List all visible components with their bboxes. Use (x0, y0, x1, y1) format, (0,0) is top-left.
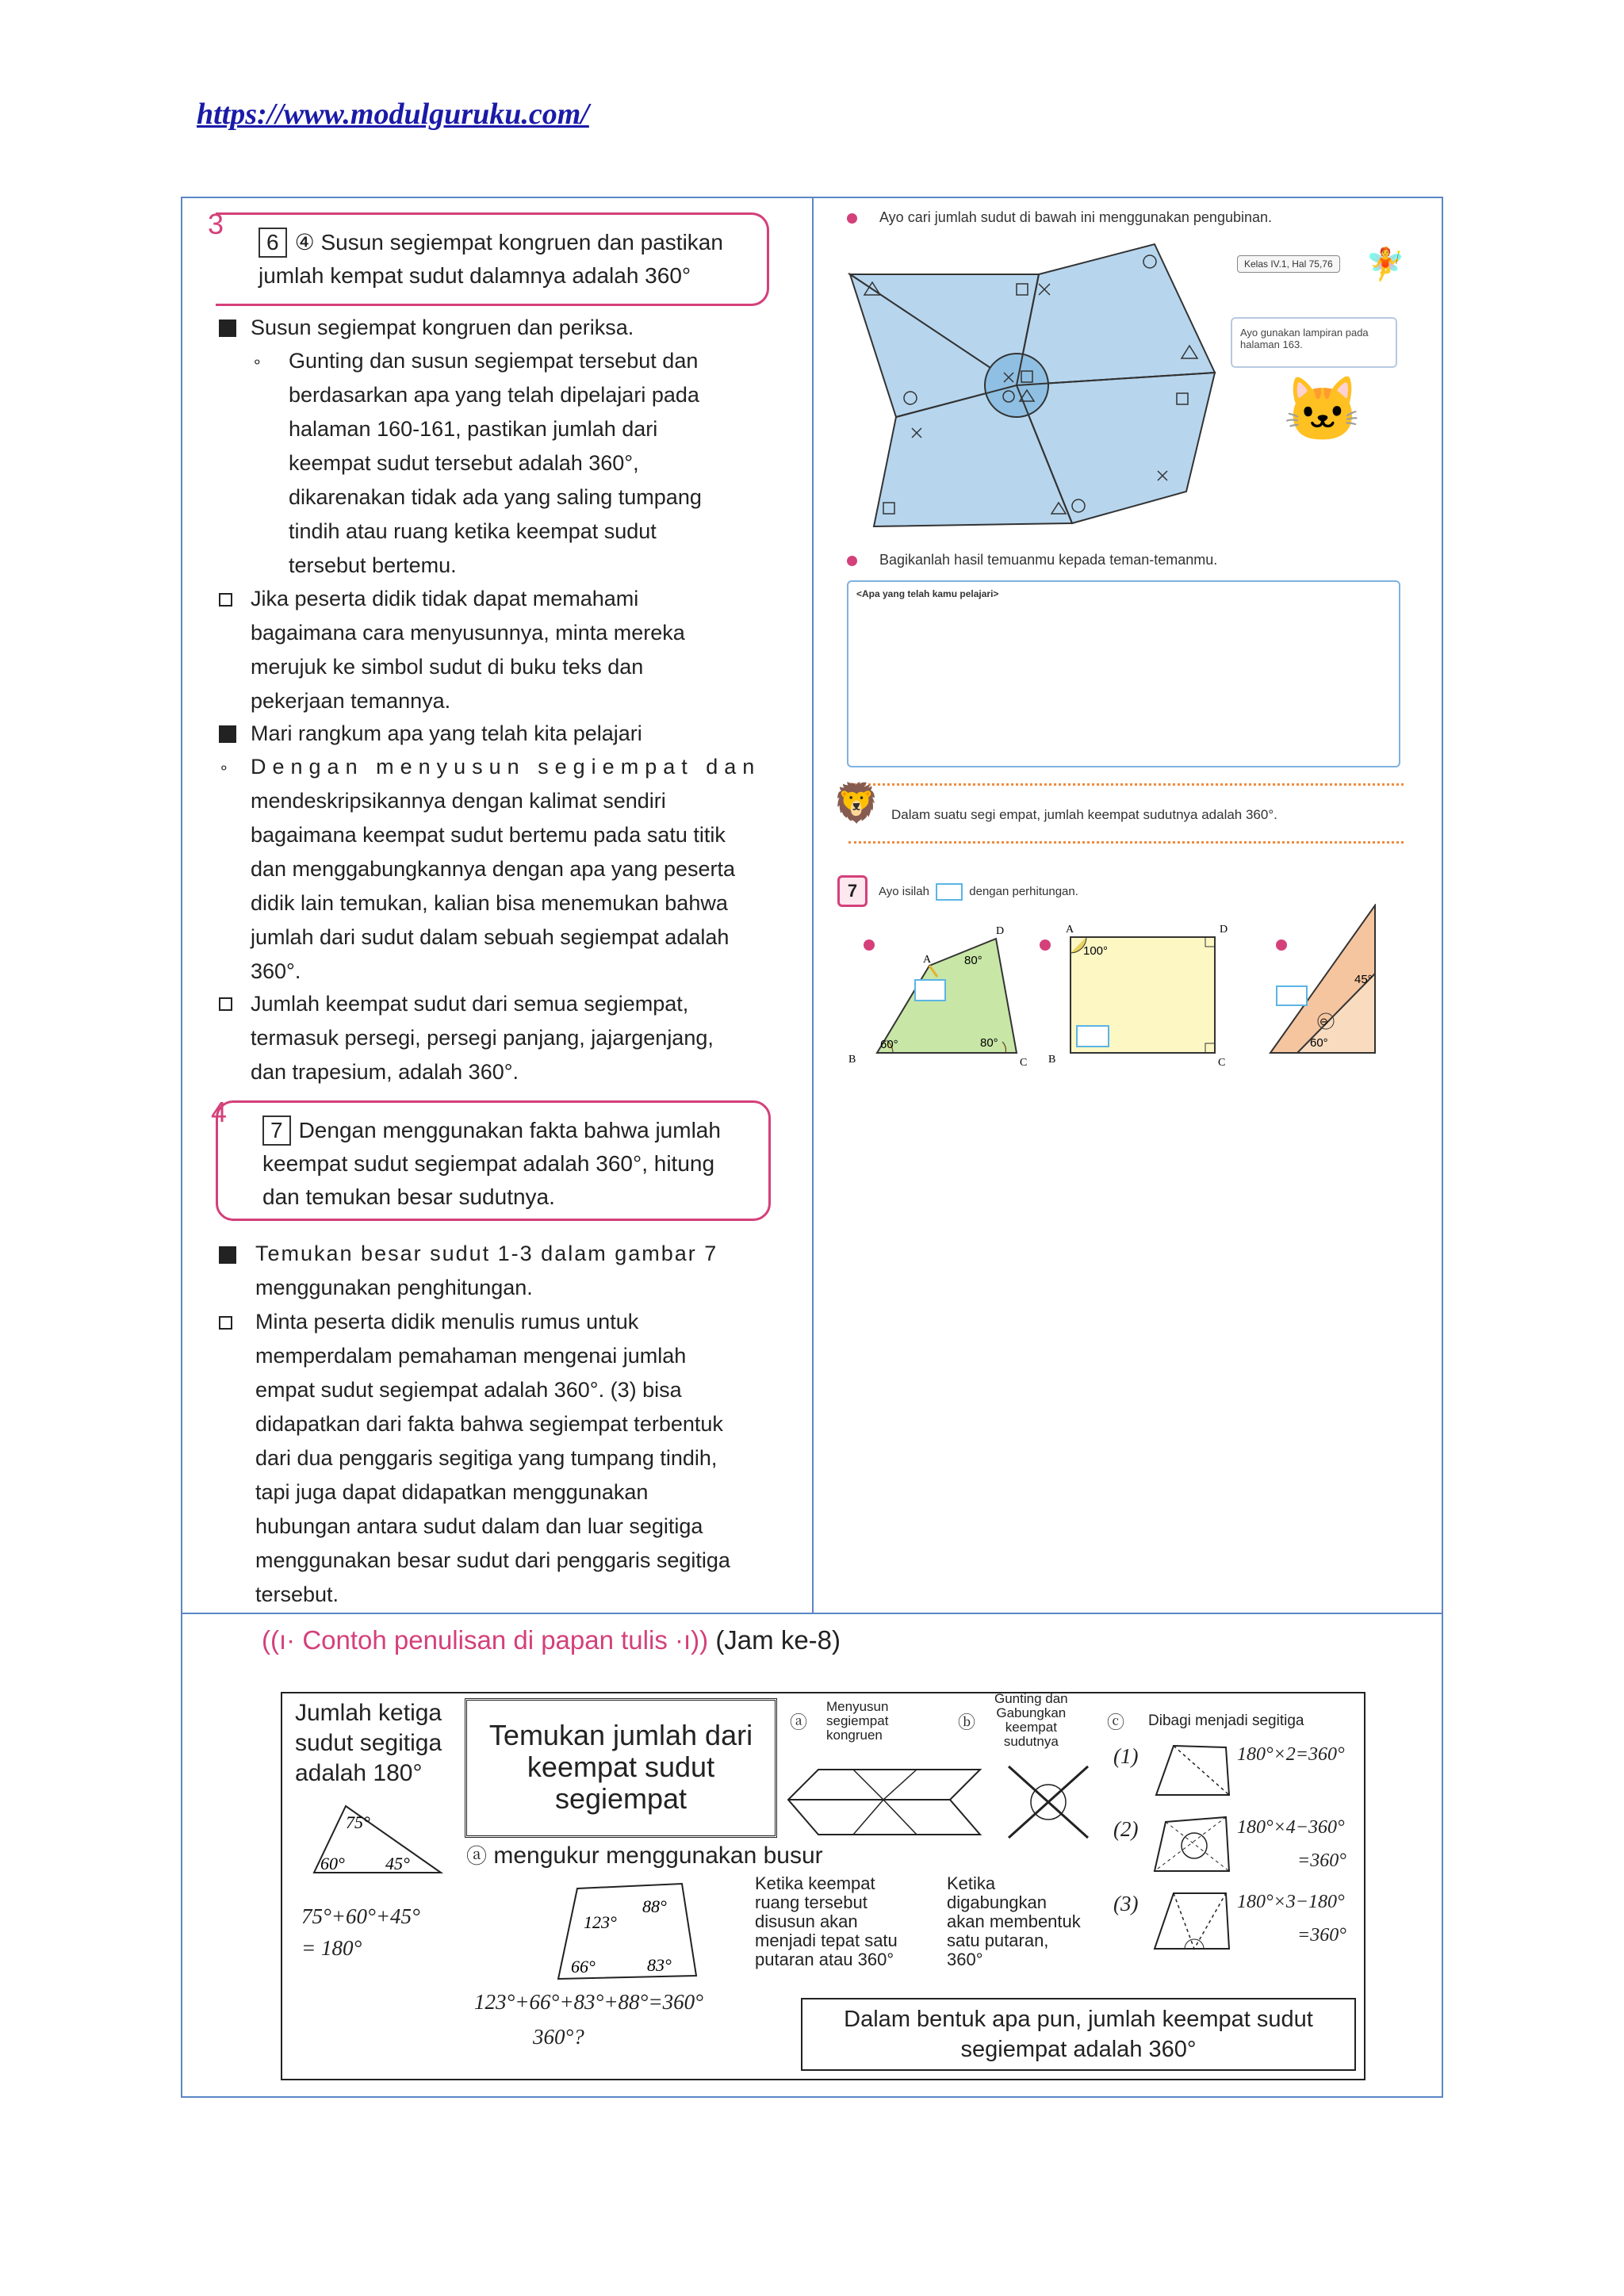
line: Ketika (947, 1873, 996, 1893)
section-number-3: 3 (208, 208, 224, 240)
method-a (466, 1841, 823, 1871)
line: segiempat (554, 1782, 688, 1815)
line: empat sudut segiempat adalah 360°. (3) bisa (255, 1378, 682, 1402)
circle-b-icon: ⓑ (958, 1712, 976, 1732)
line: digabungkan (947, 1892, 1048, 1912)
lion-character-icon: 🦁 (833, 783, 880, 825)
square-bullet (219, 320, 236, 337)
board-main-title (465, 1698, 777, 1838)
q7-instruction (879, 883, 1078, 901)
line: memperdalam pemahaman mengenai jumlah (255, 1344, 687, 1368)
reference-tag: Kelas IV.1, Hal 75,76 (1237, 255, 1340, 273)
board-divider (181, 1613, 1443, 1614)
board-title: Contoh penulisan di papan tulis (302, 1625, 668, 1655)
box-number: 7 (262, 1115, 291, 1146)
board-conclusion (801, 1998, 1356, 2071)
column-divider (812, 197, 814, 1613)
option-b-text (994, 1692, 1068, 1749)
prompt-line: Dengan menggunakan fakta bahwa jumlah (298, 1118, 721, 1142)
line: menggunakan besar sudut dari penggaris segitiga (255, 1548, 730, 1572)
hollow-bullet (219, 997, 232, 1011)
quad-sum-question: 360°? (533, 2025, 584, 2049)
dot-bullet: ∘ (252, 354, 262, 371)
sound-wave-icon: ((ı· (262, 1625, 296, 1655)
prompt-line: Susun segiempat kongruen dan pastikan (320, 230, 723, 254)
c1-quad-sketch (1150, 1741, 1237, 1800)
tile (1017, 244, 1215, 385)
line: Temukan jumlah dari (488, 1719, 753, 1751)
explanation-2 (947, 1874, 1137, 1969)
triangle-sum-calc: 75°+60°+45° (301, 1904, 420, 1928)
line: Dalam bentuk apa pun, jumlah keempat sudut (844, 2007, 1313, 2032)
triangle-fact (295, 1698, 462, 1789)
answer-box[interactable] (847, 580, 1400, 767)
line: didapatkan dari fakta bahwa segiempat terbentuk (255, 1412, 723, 1436)
triangle-sum-result: = 180° (301, 1936, 362, 1960)
line: segiempat (826, 1713, 889, 1728)
triangle-ruler-figure-3 (1266, 904, 1392, 1062)
line: satu putaran, (947, 1931, 1049, 1950)
question-text: Ayo cari jumlah sudut di bawah ini menggunakan pengubinan. (879, 209, 1273, 225)
line: halaman 160-161, pastikan jumlah dari (289, 417, 658, 441)
angle-label: 60° (1310, 1036, 1328, 1050)
line: Ketika keempat (755, 1873, 875, 1893)
question-4 (847, 209, 1272, 226)
question-text: Bagikanlah hasil temuanmu kepada teman-temanmu. (879, 552, 1218, 568)
angle-label: 80° (980, 1036, 998, 1050)
line: termasuk persegi, persegi panjang, jajargenjang, (251, 1026, 714, 1050)
line: 360° (947, 1950, 983, 1969)
question-5 (847, 552, 1217, 568)
line: Dengan menyusun segiempat dan (251, 755, 761, 779)
line: dan trapesium, adalah 360°. (251, 1060, 519, 1084)
c2-quad-sketch (1150, 1812, 1237, 1876)
prompt-line: dan temukan besar sudutnya. (262, 1184, 555, 1209)
line: Jumlah ketiga (295, 1700, 442, 1726)
square-bullet (219, 725, 236, 743)
angle-label: 83° (647, 1955, 672, 1975)
quad-sum-calc: 123°+66°+83°+88°=360° (474, 1990, 703, 2014)
line: dikarenakan tidak ada yang saling tumpang (289, 485, 702, 509)
vertex-B: B (848, 1054, 856, 1066)
angle-label: 123° (584, 1912, 617, 1932)
method-a-label: mengukur menggunakan busur (493, 1843, 823, 1869)
circle-c-icon: ⓒ (1107, 1712, 1125, 1732)
angle-mark-icon: ⊖ (1320, 1016, 1328, 1027)
tiling-sketch (782, 1765, 988, 1841)
vertex-D: D (996, 925, 1005, 937)
line: Jumlah keempat sudut dari semua segiempat, (251, 992, 689, 1016)
line: keempat sudut (527, 1751, 715, 1783)
summary-text: Dalam suatu segi empat, jumlah keempat sudutnya adalah 360°. (891, 807, 1277, 822)
c1-label: (1) (1113, 1744, 1139, 1768)
line: sudutnya (1003, 1734, 1059, 1749)
option-c-text: Dibagi menjadi segitiga (1148, 1712, 1304, 1729)
cat-character-icon: 🐱 (1283, 374, 1362, 445)
section-number-4: 4 (211, 1096, 228, 1128)
line: 360°. (251, 959, 301, 983)
angle-label: 60° (880, 1038, 898, 1051)
paragraph-d1 (289, 344, 771, 583)
circle-number: ④ (294, 230, 315, 254)
line: keempat sudut tersebut adalah 360°, (289, 451, 639, 475)
explanation-1 (755, 1874, 945, 1969)
combined-angles-sketch (1001, 1758, 1096, 1846)
paragraph-h3 (255, 1305, 776, 1612)
c3-calc: 180°×3−180° (1237, 1892, 1345, 1912)
angle-label: 100° (1083, 944, 1109, 958)
c1-calc: 180°×2=360° (1237, 1744, 1345, 1765)
line: tersebut. (255, 1582, 339, 1606)
triangle-sketch (306, 1800, 449, 1879)
c2-label: (2) (1113, 1817, 1139, 1841)
line: hubungan antara sudut dalam dan luar segitiga (255, 1514, 703, 1538)
q7-text-b: dengan perhitungan. (969, 884, 1078, 898)
number-dot (847, 556, 857, 566)
line: menggunakan penghitungan. (255, 1276, 533, 1299)
line: segiempat adalah 360° (960, 2037, 1197, 2062)
line: dan menggabungkannya dengan apa yang peserta (251, 857, 736, 881)
source-url[interactable]: https://www.modulguruku.com/ (197, 98, 589, 131)
paragraph-h1 (251, 582, 771, 718)
line: Menyusun (826, 1699, 889, 1714)
line: pekerjaan temannya. (251, 689, 451, 713)
vertex-D: D (1220, 924, 1228, 936)
line: putaran atau 360° (755, 1950, 894, 1969)
paragraph-b1: Susun segiempat kongruen dan periksa. (251, 316, 634, 339)
line: Gunting dan (994, 1691, 1068, 1706)
line: bagaimana cara menyusunnya, minta mereka (251, 621, 685, 645)
prompt-box-7 (216, 1100, 771, 1221)
line: mendeskripsikannya dengan kalimat sendiri (251, 789, 666, 813)
paragraph-b2: Mari rangkum apa yang telah kita pelajari (251, 721, 642, 745)
quadrilateral-sketch (547, 1881, 722, 1984)
c3-label: (3) (1113, 1892, 1139, 1915)
line: didik lain temukan, kalian bisa menemukan bahwa (251, 891, 728, 915)
prompt-box-6 (216, 212, 769, 306)
c3-quad-sketch (1150, 1887, 1237, 1954)
quad-figure-1 (841, 912, 1047, 1070)
line: Jika peserta didik tidak dapat memahami (251, 587, 639, 610)
dot-bullet: ∘ (219, 760, 229, 777)
line: jumlah dari sudut dalam sebuah segiempat adalah (251, 925, 730, 949)
tiling-figure (841, 238, 1221, 531)
line: Minta peserta didik menulis rumus untuk (255, 1310, 639, 1334)
line: keempat (1005, 1720, 1057, 1735)
line: disusun akan (755, 1911, 858, 1931)
paragraph-h2 (251, 987, 771, 1089)
line: bagaimana keempat sudut bertemu pada satu titik (251, 823, 726, 847)
vertex-B: B (1048, 1054, 1056, 1066)
prompt-line: jumlah kempat sudut dalamnya adalah 360° (259, 263, 691, 288)
vertex-A: A (1066, 924, 1074, 936)
c3-result: =360° (1297, 1925, 1346, 1946)
number-dot (847, 213, 857, 224)
circle-a-icon: ⓐ (466, 1844, 488, 1868)
hollow-bullet (219, 593, 232, 607)
line: dari dua penggaris segitiga yang tumpang tindih, (255, 1446, 718, 1470)
vertex-C: C (1020, 1057, 1028, 1069)
line: kongruen (826, 1728, 883, 1743)
angle-label: 45° (1354, 973, 1373, 986)
line: Temukan besar sudut 1-3 dalam gambar 7 (255, 1242, 718, 1265)
paragraph-b3 (255, 1237, 776, 1305)
board-heading (262, 1625, 841, 1655)
angle-label: 75° (346, 1812, 370, 1832)
line: Gunting dan susun segiempat tersebut dan (289, 349, 699, 373)
line: Gabungkan (996, 1705, 1067, 1720)
sound-wave-icon: ·ı)) (675, 1625, 709, 1655)
box-number: 6 (259, 228, 287, 258)
angle-label: 66° (571, 1957, 596, 1976)
c2-calc: 180°×4−360° (1237, 1817, 1345, 1838)
line: sudut segitiga (295, 1730, 442, 1756)
vertex-C: C (1218, 1057, 1226, 1069)
quad-figure-2 (1031, 912, 1237, 1070)
square-bullet (219, 1246, 236, 1264)
paragraph-d2 (251, 750, 771, 989)
q7-text-a: Ayo isilah (879, 884, 929, 898)
c2-result: =360° (1297, 1850, 1346, 1871)
q7-number: 7 (837, 875, 868, 907)
vertex-A: A (923, 954, 932, 966)
line: ruang tersebut (755, 1892, 868, 1912)
prompt-line: keempat sudut segiempat adalah 360°, hitung (262, 1151, 715, 1176)
line: tapi juga dapat didapatkan menggunakan (255, 1480, 649, 1504)
line: akan membentuk (947, 1911, 1081, 1931)
character-icon: 🧚 (1365, 247, 1405, 282)
angle-label: 60° (320, 1854, 345, 1873)
line: merujuk ke simbol sudut di buku teks dan (251, 655, 644, 679)
hollow-bullet (219, 1316, 232, 1330)
option-a-text (826, 1700, 888, 1743)
blank-box (936, 883, 963, 901)
line: tindih atau ruang ketika keempat sudut (289, 519, 657, 543)
angle-label: 88° (642, 1896, 667, 1916)
line: berdasarkan apa yang telah dipelajari pada (289, 383, 699, 407)
answer-label: <Apa yang telah kamu pelajari> (856, 588, 999, 599)
circle-a-icon: ⓐ (790, 1712, 808, 1732)
line: adalah 180° (295, 1760, 423, 1786)
angle-label: 80° (964, 954, 982, 967)
line: menjadi tepat satu (755, 1931, 898, 1950)
board-session: (Jam ke-8) (715, 1625, 841, 1655)
speech-bubble: Ayo gunakan lampiran pada halaman 163. (1231, 317, 1397, 368)
line: tersebut bertemu. (289, 553, 457, 577)
angle-label: 45° (385, 1854, 410, 1873)
